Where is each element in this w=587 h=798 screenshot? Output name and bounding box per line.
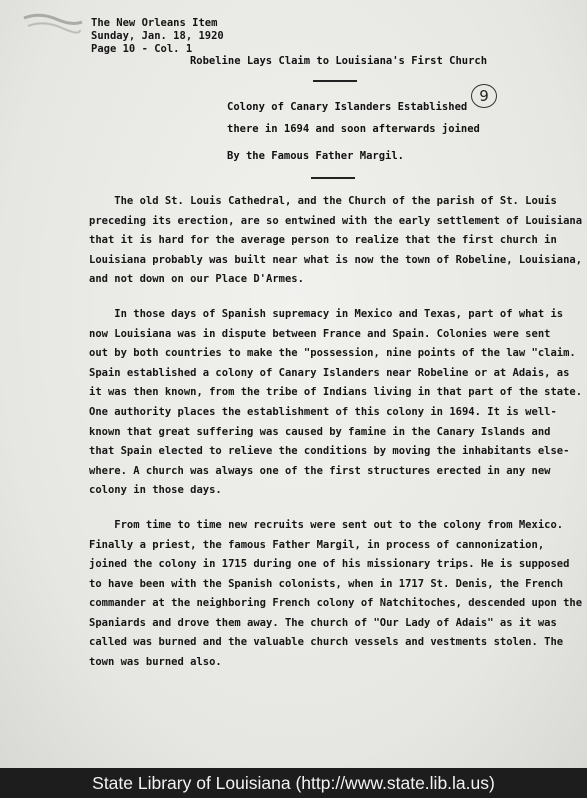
- text-line: called was burned and the valuable church vessels and vestments stolen. The: [89, 636, 564, 649]
- handwritten-page-number: 9: [471, 84, 497, 108]
- text-line: Finally a priest, the famous Father Margil, in process of cannonization,: [89, 538, 545, 551]
- text-line: commander at the neighboring French colony of Natchitoches, descended upon the: [89, 597, 583, 610]
- text-line: out by both countries to make the "possession, nine points of the law "claim.: [89, 347, 576, 360]
- text-line: now Louisiana was in dispute between France and Spain. Colonies were sent: [89, 327, 551, 340]
- text-line: colony in those days.: [89, 484, 222, 497]
- paragraph: [89, 305, 583, 501]
- article-body: [89, 192, 583, 688]
- paragraph: [89, 192, 583, 290]
- text-line: joined the colony in 1715 during one of his missionary trips. He is supposed: [89, 558, 570, 571]
- subtitle-line: By the Famous Father Margil.: [227, 150, 405, 162]
- divider: [311, 177, 355, 179]
- text-line: to have been with the Spanish colonists, when in 1717 St. Denis, the French: [89, 577, 564, 590]
- divider: [313, 80, 357, 82]
- stamp-smudge-icon: [22, 10, 84, 38]
- text-line: where. A church was always one of the first structures erected in any new: [89, 464, 551, 477]
- text-line: The old St. Louis Cathedral, and the Church of the parish of St. Louis: [89, 195, 557, 207]
- text-line: preceding its erection, are so entwined with the early settlement of Louisiana: [89, 214, 583, 227]
- source-header: [91, 17, 224, 56]
- text-line: Spain established a colony of Canary Islanders near Robeline or at Adais, as: [89, 366, 570, 379]
- text-line: Spaniards and drove them away. The church of "Our Lady of Adais" as it was: [89, 616, 557, 629]
- article-title: Robeline Lays Claim to Louisiana's First Church: [189, 55, 488, 67]
- text-line: it was then known, from the tribe of Indians living in that part of the state.: [89, 386, 583, 399]
- text-line: From time to time new recruits were sent out to the colony from Mexico.: [89, 518, 564, 531]
- text-line: In those days of Spanish supremacy in Mexico and Texas, part of what is: [89, 307, 564, 320]
- text-line: that Spain elected to relieve the conditions by moving the inhabitants else-: [89, 445, 570, 458]
- subtitle-line: Colony of Canary Islanders Established: [227, 101, 468, 113]
- header-line: The New Orleans Item: [91, 17, 218, 29]
- subtitle-line: there in 1694 and soon afterwards joined: [227, 123, 480, 135]
- footer-credit: State Library of Louisiana (http://www.state.lib.la.us): [0, 768, 587, 798]
- text-line: and not down on our Place D'Armes.: [89, 273, 304, 286]
- text-line: Louisiana probably was built near what is now the town of Robeline, Louisiana,: [89, 253, 583, 266]
- text-line: that it is hard for the average person to realize that the first church in: [89, 234, 557, 247]
- header-line: Sunday, Jan. 18, 1920: [91, 30, 224, 42]
- text-line: One authority places the establishment of this colony in 1694. It is well-: [89, 405, 557, 418]
- text-line: known that great suffering was caused by famine in the Canary Islands and: [89, 425, 551, 438]
- paragraph: [89, 516, 583, 673]
- header-line: Page 10 - Col. 1: [91, 43, 193, 55]
- text-line: town was burned also.: [89, 656, 222, 669]
